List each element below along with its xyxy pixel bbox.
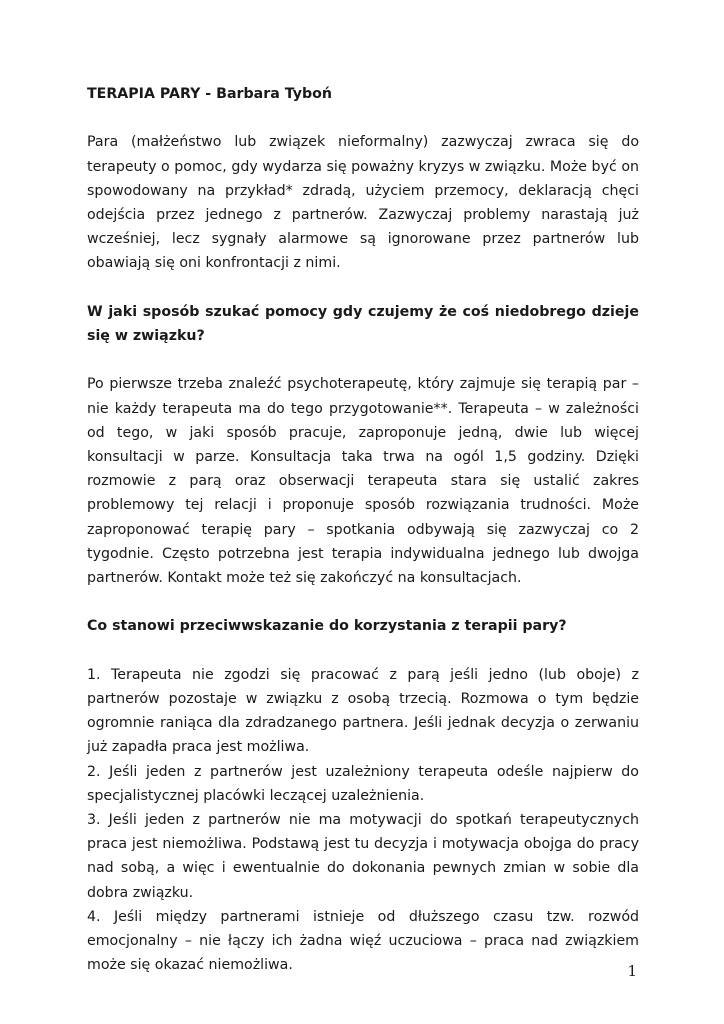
document-body: [87, 82, 639, 977]
page-number: 1: [627, 962, 637, 980]
list-item: 4. Jeśli między partnerami istnieje od dłuższego czasu tzw. rozwód emocjonalny – nie łączy ich żadna więź uczuciowa – praca nad związkiem może się okazać niemożliwa.: [87, 908, 639, 974]
section-paragraph-1: Po pierwsze trzeba znaleźć psychoterapeutę, który zajmuje się terapią par – nie każdy terapeuta ma do tego przygotowanie**. Terapeuta – w zależności od tego, w jaki sposób pracuje, zaproponuje jedną, dwie lub więcej konsultacji w parze. Konsultacja taka trwa na ogól 1,5 godziny. Dzięki rozmowie z parą oraz obserwacji terapeuta stara się ustalić zakres problemowy tej relacji i proponuje sposób rozwiązania trudności. Może zaproponować terapię pary – spotkania odbywają się zazwyczaj co 2 tygodnie. Często potrzebna jest terapia indywidualna jednego lub dwojga partnerów. Kontakt może też się zakończyć na konsultacjach.: [87, 376, 639, 587]
document-title: TERAPIA PARY - Barbara Tyboń: [87, 86, 333, 102]
list-item: 2. Jeśli jeden z partnerów jest uzależniony terapeuta odeśle najpierw do specjalistycznej placówki leczącej uzależnienia.: [87, 763, 639, 804]
intro-paragraph: Para (małżeństwo lub związek nieformalny) zazwyczaj zwraca się do terapeuty o pomoc, gdy wydarza się poważny kryzys w związku. Może być on spowodowany na przykład* zdradą, użyciem przemocy, deklaracją chęci odejścia przez jednego z partnerów. Zazwyczaj problemy narastają już wcześniej, lecz sygnały alarmowe są ignorowane przez partnerów lub obawiają się oni konfrontacji z nimi.: [87, 134, 639, 272]
list-item: 1. Terapeuta nie zgodzi się pracować z parą jeśli jedno (lub oboje) z partnerów pozostaje w związku z osobą trzecią. Rozmowa o tym będzie ogromnie raniąca dla zdradzanego partnera. Jeśli jednak decyzja o zerwaniu już zapadła praca jest możliwa.: [87, 666, 639, 756]
spacer: [87, 590, 639, 614]
section-heading-2: Co stanowi przeciwwskazanie do korzystania z terapii pary?: [87, 618, 567, 635]
spacer: [87, 639, 639, 663]
list-item: 3. Jeśli jeden z partnerów nie ma motywacji do spotkań terapeutycznych praca jest niemożliwa. Podstawą jest tu decyzja i motywacja obojga do pracy nad sobą, a więc i ewentualnie do dokonania pewnych zmian w sobie dla dobra związku.: [87, 812, 639, 901]
section-heading-1: W jaki sposób szukać pomocy gdy czujemy że coś niedobrego dzieje się w związku?: [87, 303, 639, 344]
spacer: [87, 276, 639, 300]
spacer: [87, 106, 639, 130]
spacer: [87, 348, 639, 372]
